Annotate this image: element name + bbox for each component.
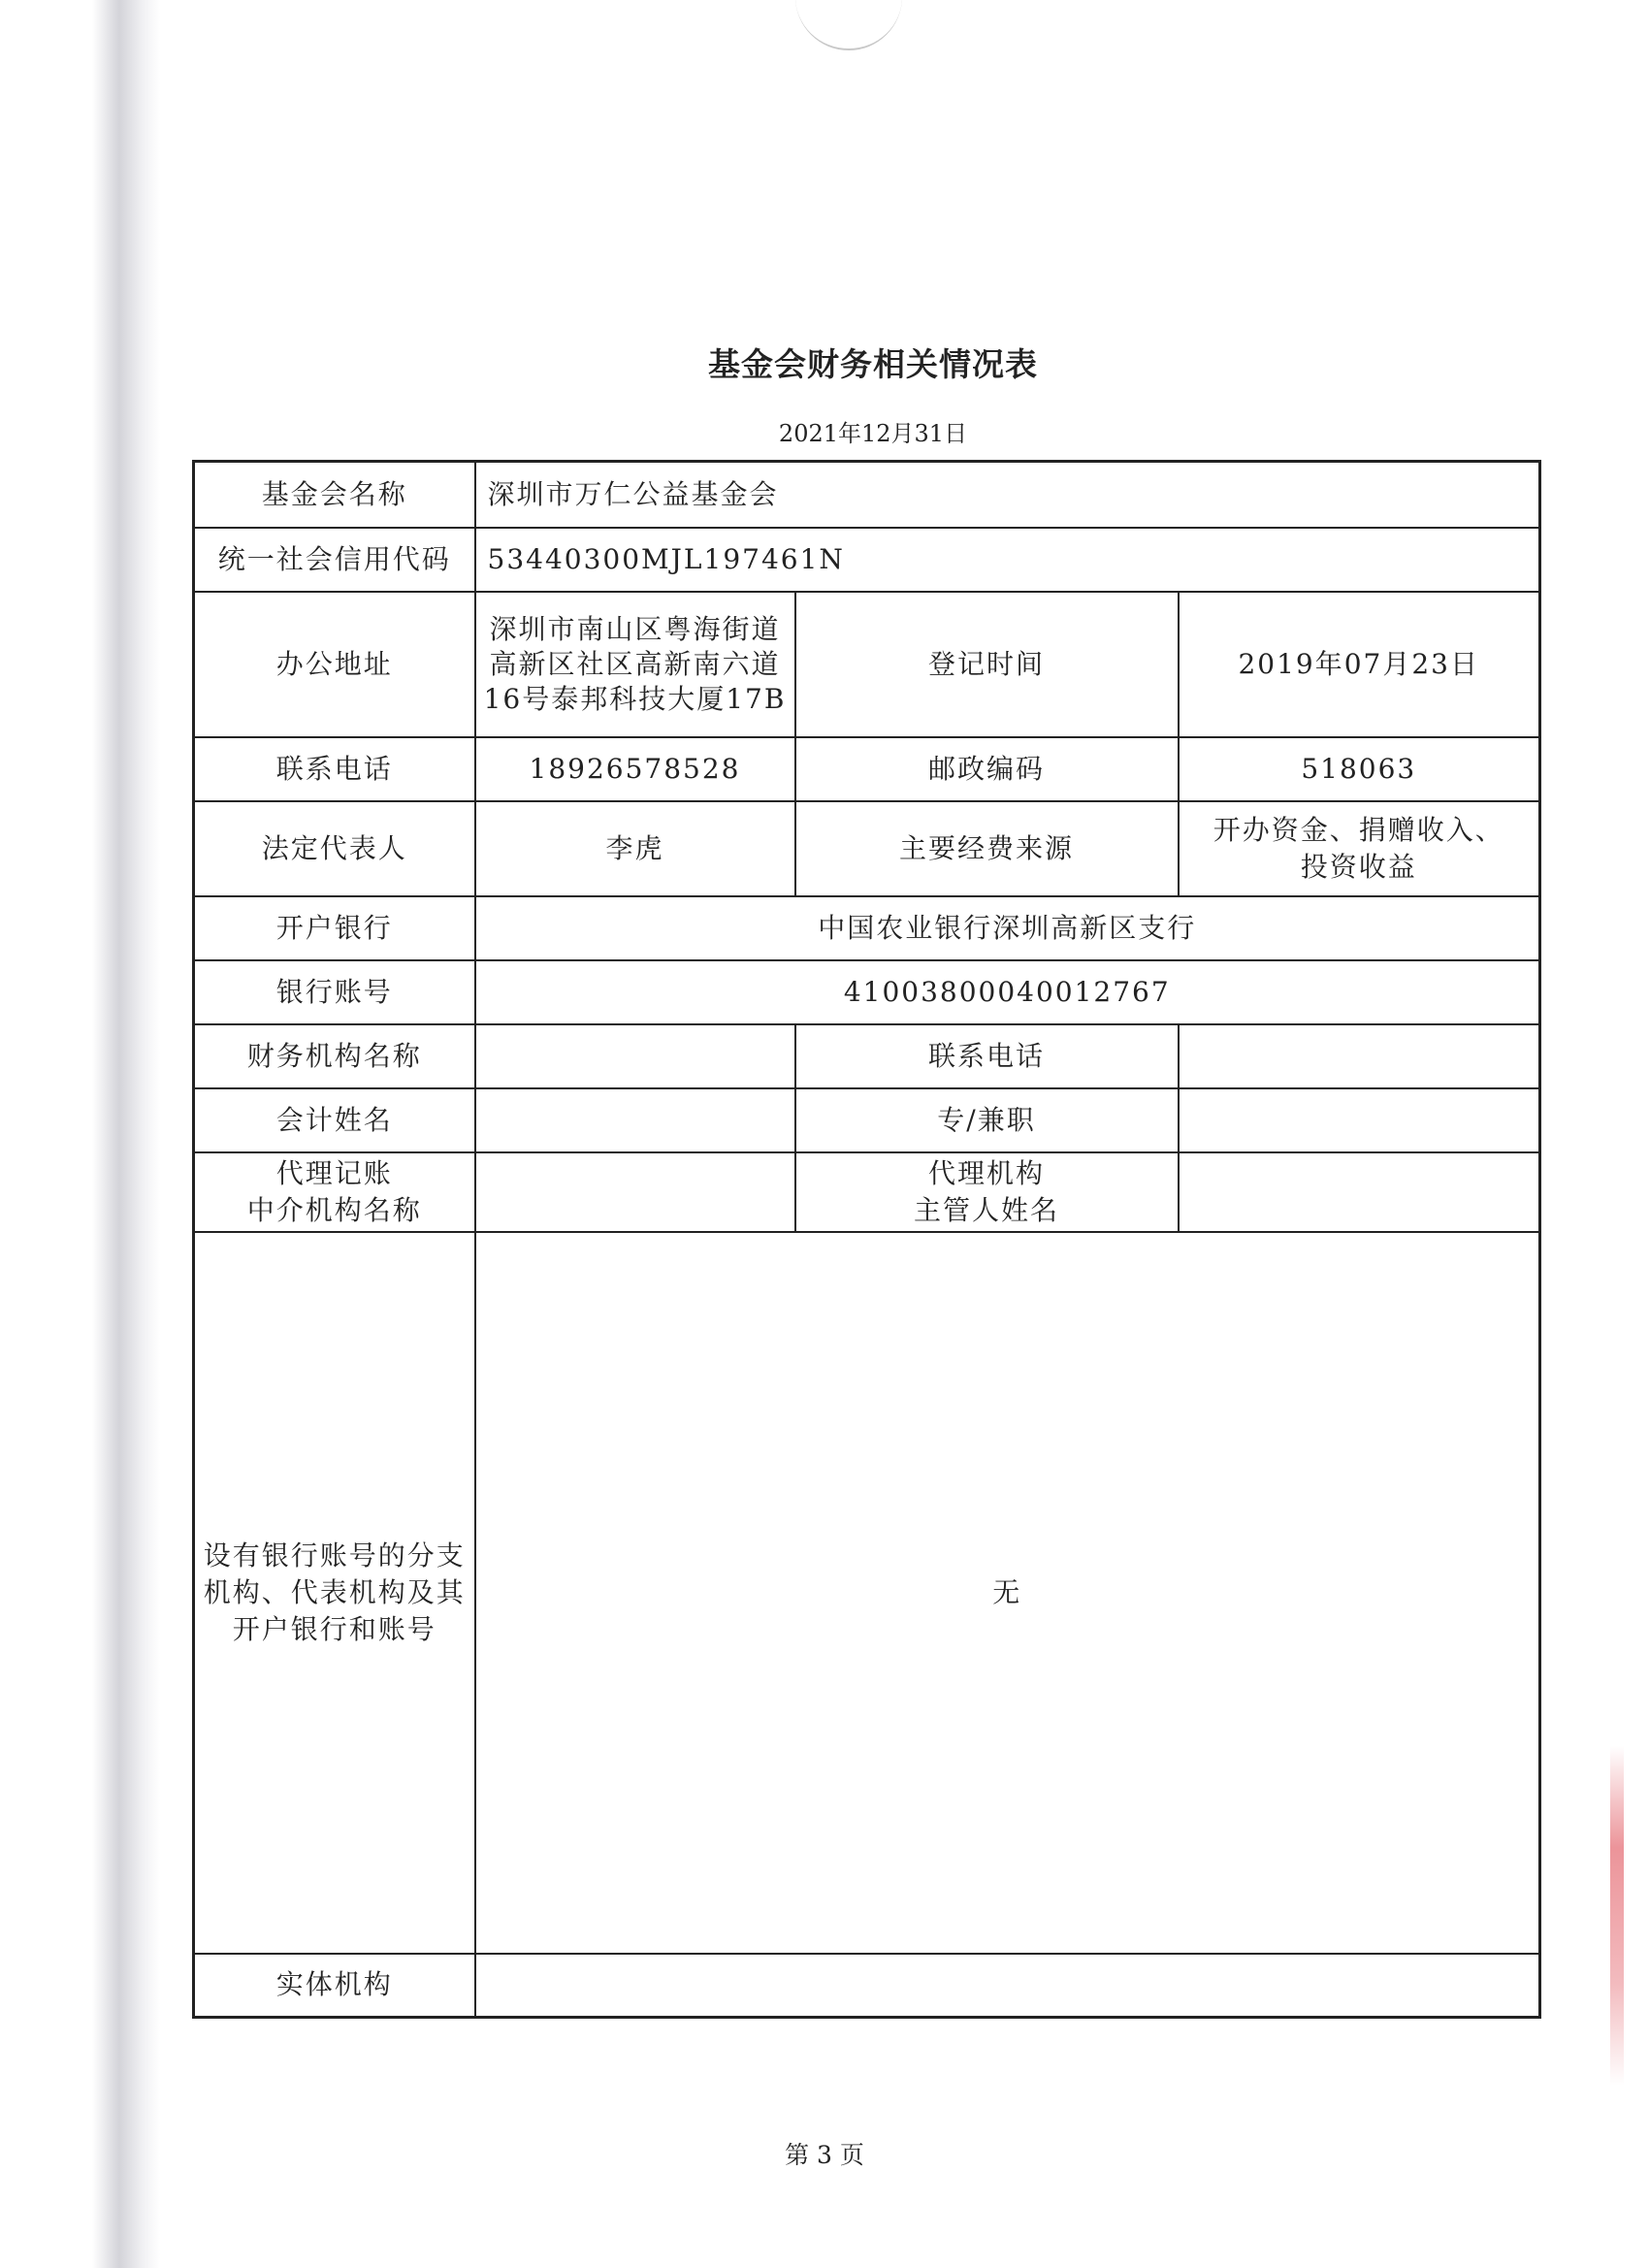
address-line: 高新区社区高新南六道 xyxy=(489,647,781,680)
label-branches xyxy=(194,1232,475,1954)
document-date: 2021年12月31日 xyxy=(778,420,968,447)
fold-mark xyxy=(795,0,902,50)
label-entity: 实体机构 xyxy=(194,1954,475,2018)
seal-edge-mark xyxy=(1610,1746,1624,2086)
row-credit-code xyxy=(194,528,1540,592)
label-accountant: 会计姓名 xyxy=(194,1088,475,1152)
row-account xyxy=(194,960,1540,1024)
label-registration-date: 登记时间 xyxy=(795,592,1179,737)
branches-label-line: 开户银行和账号 xyxy=(232,1612,436,1645)
agency-label-line: 代理记账 xyxy=(275,1156,393,1189)
value-registration-date: 2019年07月23日 xyxy=(1179,592,1540,737)
value-agency xyxy=(475,1152,795,1232)
row-accountant xyxy=(194,1088,1540,1152)
financial-info-table xyxy=(192,460,1541,2019)
label-agency-manager xyxy=(795,1152,1179,1232)
value-bank: 中国农业银行深圳高新区支行 xyxy=(475,896,1540,960)
value-address xyxy=(475,592,795,737)
row-bank xyxy=(194,896,1540,960)
row-phone xyxy=(194,737,1540,801)
address-line: 16号泰邦科技大厦17B xyxy=(483,682,787,715)
value-finance-phone xyxy=(1179,1024,1540,1088)
label-agency xyxy=(194,1152,475,1232)
funding-line: 投资收益 xyxy=(1300,850,1417,883)
value-phone: 18926578528 xyxy=(475,737,795,801)
value-accountant xyxy=(475,1088,795,1152)
value-legal-rep: 李虎 xyxy=(475,801,795,896)
label-foundation-name: 基金会名称 xyxy=(194,462,475,528)
document-title: 基金会财务相关情况表 xyxy=(708,345,1038,383)
funding-line: 开办资金、捐赠收入、 xyxy=(1212,813,1504,846)
label-phone: 联系电话 xyxy=(194,737,475,801)
value-employment-type xyxy=(1179,1088,1540,1152)
label-address: 办公地址 xyxy=(194,592,475,737)
value-foundation-name: 深圳市万仁公益基金会 xyxy=(475,462,1540,528)
label-bank: 开户银行 xyxy=(194,896,475,960)
value-finance-org xyxy=(475,1024,795,1088)
branches-label-line: 机构、代表机构及其 xyxy=(203,1575,466,1608)
row-branches xyxy=(194,1232,1540,1954)
value-zip: 518063 xyxy=(1179,737,1540,801)
row-agency xyxy=(194,1152,1540,1232)
row-finance-org xyxy=(194,1024,1540,1088)
row-address xyxy=(194,592,1540,737)
value-branches: 无 xyxy=(475,1232,1540,1954)
label-legal-rep: 法定代表人 xyxy=(194,801,475,896)
value-funding-source xyxy=(1179,801,1540,896)
label-finance-org: 财务机构名称 xyxy=(194,1024,475,1088)
page-number: 第 3 页 xyxy=(785,2141,864,2169)
value-agency-manager xyxy=(1179,1152,1540,1232)
row-entity xyxy=(194,1954,1540,2018)
label-account: 银行账号 xyxy=(194,960,475,1024)
address-line: 深圳市南山区粤海街道 xyxy=(489,612,781,645)
row-foundation-name xyxy=(194,462,1540,528)
label-funding-source: 主要经费来源 xyxy=(795,801,1179,896)
manager-label-line: 代理机构 xyxy=(927,1156,1045,1189)
manager-label-line: 主管人姓名 xyxy=(913,1193,1059,1226)
label-finance-phone: 联系电话 xyxy=(795,1024,1179,1088)
label-credit-code: 统一社会信用代码 xyxy=(194,528,475,592)
label-zip: 邮政编码 xyxy=(795,737,1179,801)
value-credit-code: 53440300MJL197461N xyxy=(475,528,1540,592)
agency-label-line: 中介机构名称 xyxy=(246,1193,422,1226)
value-account: 41003800040012767 xyxy=(475,960,1540,1024)
row-legal-rep xyxy=(194,801,1540,896)
branches-label-line: 设有银行账号的分支 xyxy=(203,1539,466,1571)
value-entity xyxy=(475,1954,1540,2018)
label-employment-type: 专/兼职 xyxy=(795,1088,1179,1152)
